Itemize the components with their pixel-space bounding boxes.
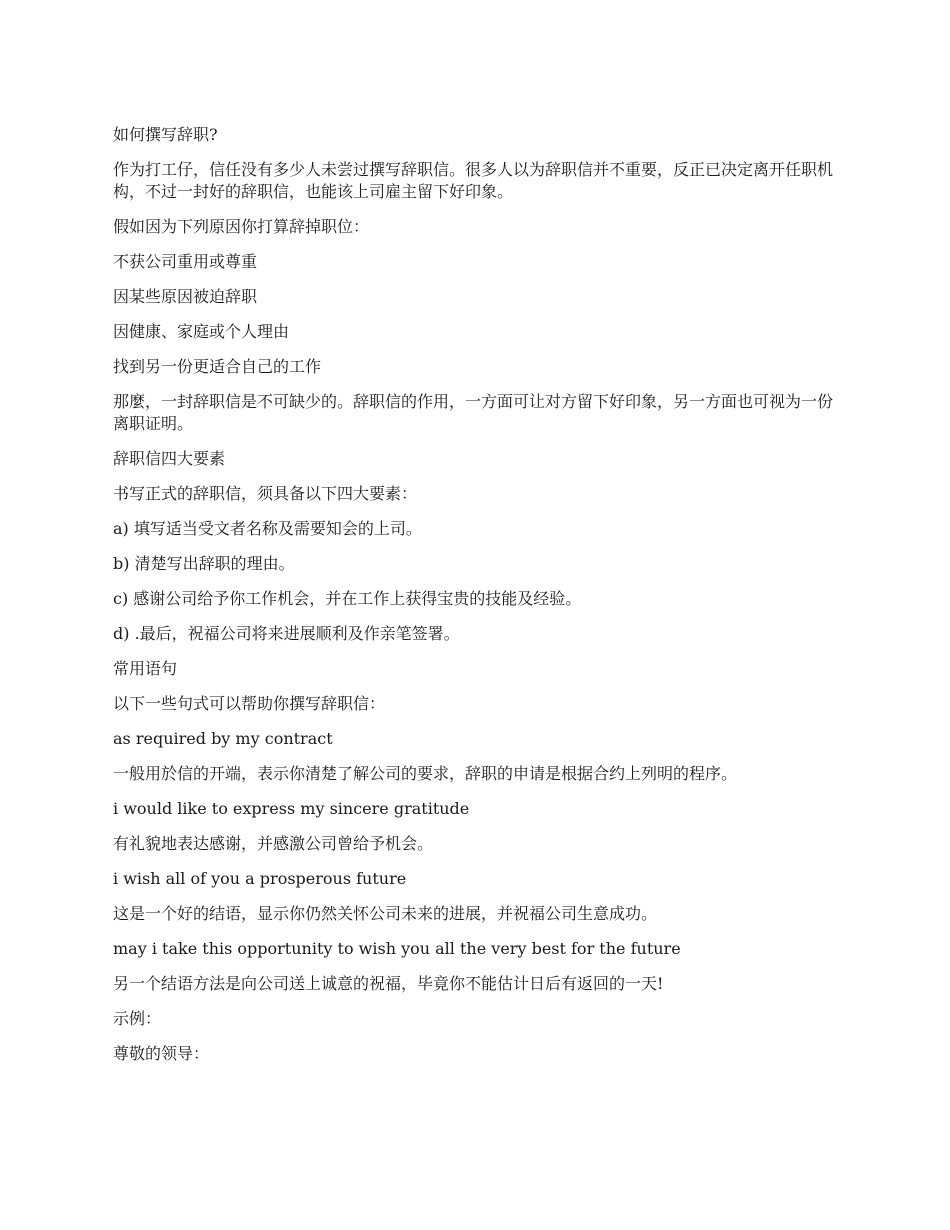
- reason-item: 因健康、家庭或个人理由: [113, 322, 290, 341]
- intro-paragraph: 作为打工仔，信任没有多少人未尝过撰写辞职信。很多人以为辞职信并不重要，反正已决定离开任职机构，不过一封好的辞职信，也能该上司雇主留下好印象。: [113, 160, 834, 201]
- reason-item: 不获公司重用或尊重: [113, 252, 258, 271]
- elements-lead-in: 书写正式的辞职信，须具备以下四大要素：: [113, 484, 418, 503]
- section-heading: 常用语句: [113, 659, 178, 678]
- phrase-explanation: 这是一个好的结语，显示你仍然关怀公司未来的进展，并祝福公司生意成功。: [113, 904, 658, 923]
- salutation: 尊敬的领导：: [113, 1044, 210, 1063]
- element-item: b) 清楚写出辞职的理由。: [113, 554, 295, 573]
- purpose-paragraph: 那麼，一封辞职信是不可缺少的。辞职信的作用，一方面可让对方留下好印象，另一方面也可视为一份离职证明。: [113, 392, 834, 433]
- element-item: c) 感谢公司给予你工作机会，并在工作上获得宝贵的技能及经验。: [113, 589, 582, 608]
- example-label: 示例：: [113, 1009, 162, 1028]
- english-phrase: i would like to express my sincere gratitude: [113, 799, 470, 818]
- phrase-explanation: 一般用於信的开端，表示你清楚了解公司的要求，辞职的申请是根据合约上列明的程序。: [113, 764, 738, 783]
- reason-item: 因某些原因被迫辞职: [113, 287, 258, 306]
- document-title: 如何撰写辞职?: [113, 125, 218, 144]
- reasons-lead-in: 假如因为下列原因你打算辞掉职位：: [113, 217, 370, 236]
- phrase-explanation: 有礼貌地表达感谢，并感激公司曾给予机会。: [113, 834, 434, 853]
- phrases-lead-in: 以下一些句式可以帮助你撰写辞职信：: [113, 694, 386, 713]
- element-item: a) 填写适当受文者名称及需要知会的上司。: [113, 519, 422, 538]
- phrase-explanation: 另一个结语方法是向公司送上诚意的祝福，毕竟你不能估计日后有返回的一天!: [113, 974, 664, 993]
- english-phrase: may i take this opportunity to wish you all the very best for the future: [113, 939, 681, 958]
- reason-item: 找到另一份更适合自己的工作: [113, 357, 322, 376]
- element-item: d) .最后，祝福公司将来进展顺利及作亲笔签署。: [113, 624, 460, 643]
- english-phrase: i wish all of you a prosperous future: [113, 869, 407, 888]
- section-heading: 辞职信四大要素: [113, 449, 226, 468]
- english-phrase: as required by my contract: [113, 729, 333, 748]
- document-body: [113, 124, 843, 1078]
